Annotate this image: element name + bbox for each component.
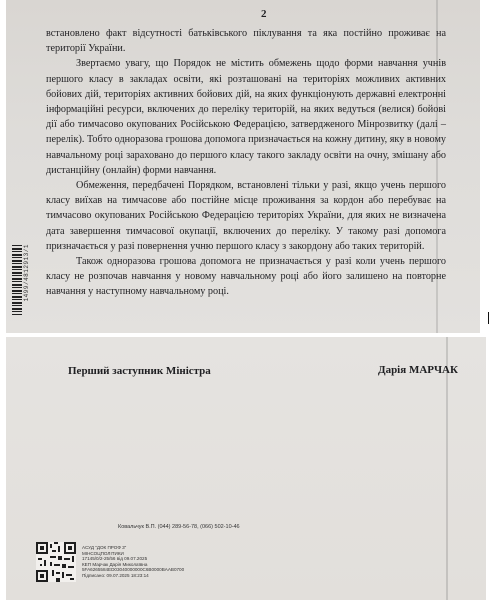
signer-title: Перший заступник Міністра: [68, 365, 211, 377]
stamp-line: АСУД "ДОК ПРОФ 3": [82, 545, 127, 550]
paragraph-1: встановлено факт відсутності батьківського піклування та яка постійно проживає на території України.: [46, 28, 446, 55]
qr-code: [36, 542, 76, 582]
side-barcode: [12, 245, 22, 315]
signer-name: Дарія МАРЧАК: [378, 364, 458, 376]
text-cursor-mark: [488, 312, 489, 324]
stamp-line: МІНСОЦПОЛІТИКИ: [82, 550, 124, 556]
page-number: 2: [261, 8, 267, 20]
letter-body: [46, 26, 446, 300]
paragraph-2: Звертаємо увагу, що Порядок не містить обмежень щодо форми навчання учнів першого класу в закладах освіти, які розташовані на територіях можливих активних бойових дій, територіях активних бойових дій, на яких функціонують державні електронні інформаційні ресурси, включених до переліку територій, на яких ведуться (велися) бойові дії або тимчасово окупованих Російською Федерацією, затвердженого Мінрозвитку (далі – перелік). Тобто одноразова грошова допомога призначається на кожну дитину, яку в новому навчальному році зараховано до першого класу такого закладу освіти на очну, змішану або дистанційну (онлайн) форми навчання.: [46, 58, 446, 176]
digital-signature-stamp: [82, 545, 184, 579]
document-page-1: [6, 0, 480, 333]
barcode-digits: 1499/4812913/1: [23, 244, 30, 302]
stamp-line: 17145/0/2-25/56 від 09.07.2025: [82, 556, 148, 562]
page-fold-shadow: [446, 337, 448, 600]
executor-contact: Ковальчук В.П. (044) 289-56-78, (066) 502-10-46: [118, 524, 240, 530]
paragraph-3: Обмеження, передбачені Порядком, встановлені тільки у разі, якщо учень першого класу виїхав на тимчасове або постійне місце проживання за кордон або перебуває на тимчасово окупованих Російською Федерацією територіях України, для яких не визначена дата завершення тимчасової окупації, включених до переліку. У такому разі допомога призначається у разі повернення учню першого класу з закордону або таких територій.: [46, 180, 446, 252]
stamp-line: КЕП Марчак Дарія Миколаївна: [82, 561, 148, 567]
paragraph-4: Також одноразова грошова допомога не призначається у разі коли учень першого класу не розпочав навчання у новому навчальному році або його залишено на повторне навчання у наступному навчальному році.: [46, 256, 446, 298]
stamp-line: 5FA6265584ED03040000000C6B0000BAAB0700: [82, 567, 185, 573]
document-page-2: [6, 337, 486, 600]
stamp-line: Підписано: 09.07.2025 18:23:14: [82, 572, 149, 578]
